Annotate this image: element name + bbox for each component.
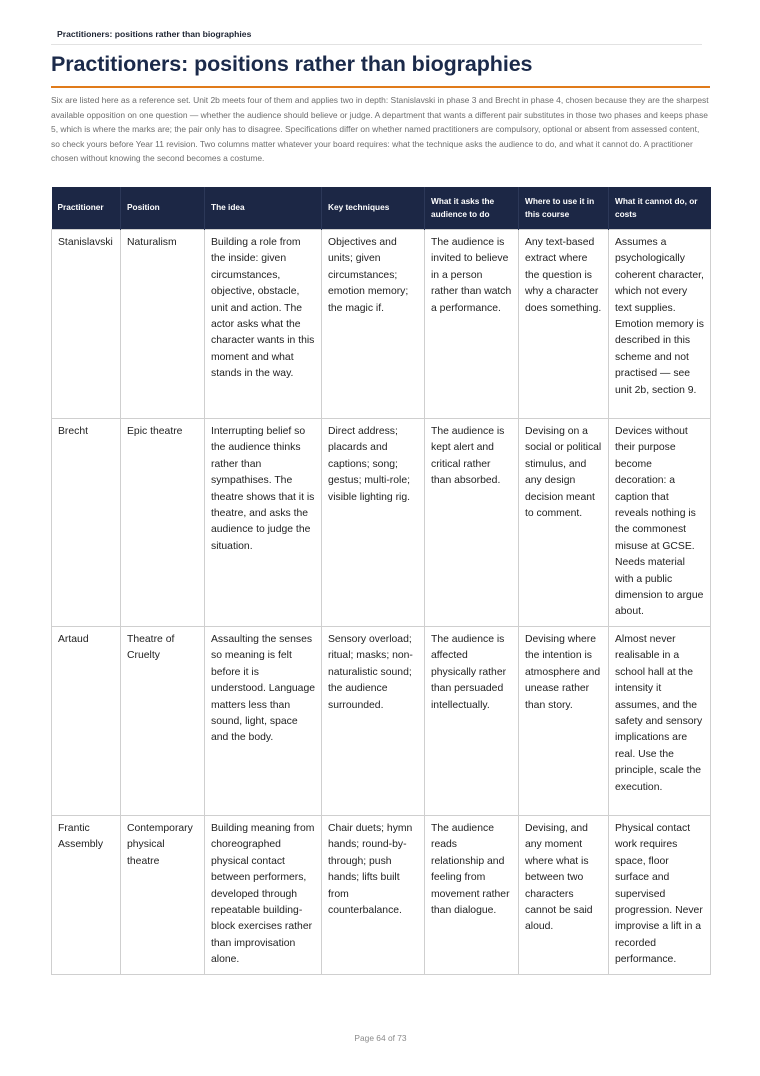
practitioners-table <box>51 187 711 975</box>
cell-idea: Building a role from the inside: given circumstances, objective, obstacle, unit and action. The actor asks what the character wants in this moment and what stands in the way. <box>205 230 322 419</box>
column-header-practitioner: Practitioner <box>52 187 121 230</box>
column-header-position: Position <box>121 187 205 230</box>
page-title: Practitioners: positions rather than biographies <box>51 52 533 76</box>
cell-techniques: Sensory overload; ritual; masks; non-naturalistic sound; the audience surrounded. <box>322 626 425 815</box>
cell-cannot: Devices without their purpose become decoration: a caption that reveals nothing is the commonest misuse at GCSE. Needs material with a public dimension to argue about. <box>609 419 711 627</box>
header-divider <box>51 44 702 45</box>
table-row <box>52 815 711 974</box>
table-header-row <box>52 187 711 230</box>
table-row <box>52 626 711 815</box>
cell-audience: The audience is invited to believe in a person rather than watch a performance. <box>425 230 519 419</box>
cell-practitioner: Artaud <box>52 626 121 815</box>
cell-idea: Assaulting the senses so meaning is felt before it is understood. Language matters less than sound, light, space and the body. <box>205 626 322 815</box>
cell-idea: Building meaning from choreographed physical contact between performers, developed through repeatable building-block exercises rather than improvisation alone. <box>205 815 322 974</box>
cell-techniques: Chair duets; hymn hands; round-by-through; push hands; lifts built from counterbalance. <box>322 815 425 974</box>
cell-where: Any text-based extract where the question is why a character does something. <box>519 230 609 419</box>
cell-practitioner: Brecht <box>52 419 121 627</box>
cell-audience: The audience is kept alert and critical rather than absorbed. <box>425 419 519 627</box>
cell-position: Naturalism <box>121 230 205 419</box>
column-header-where: Where to use it in this course <box>519 187 609 230</box>
cell-techniques: Objectives and units; given circumstances; emotion memory; the magic if. <box>322 230 425 419</box>
cell-where: Devising where the intention is atmosphere and unease rather than story. <box>519 626 609 815</box>
cell-practitioner: Stanislavski <box>52 230 121 419</box>
intro-paragraph: Six are listed here as a reference set. Unit 2b meets four of them and applies two in depth: Stanislavski in phase 3 and Brecht in phase 4, chosen because they are the sharpest available opposition on one question — whether the audience should believe or judge. A department that wants a different pair substitutes in those two phases and keeps phase 5, which is where the marks are; the pair only has to disagree. Specifications differ on whether named practitioners are compulsory, optional or absent from assessed content, so check yours before Year 11 revision. Two columns matter whatever your board requires: what the technique asks the audience to do, and what it cannot do. A practitioner chosen without knowing the second becomes a costume. <box>51 95 709 163</box>
table-row <box>52 230 711 419</box>
running-header: Practitioners: positions rather than biographies <box>57 29 252 39</box>
column-header-cannot: What it cannot do, or costs <box>609 187 711 230</box>
cell-position: Epic theatre <box>121 419 205 627</box>
column-header-idea: The idea <box>205 187 322 230</box>
cell-where: Devising, and any moment where what is between two characters cannot be said aloud. <box>519 815 609 974</box>
cell-where: Devising on a social or political stimulus, and any design decision meant to comment. <box>519 419 609 627</box>
title-underline <box>51 86 710 88</box>
cell-practitioner: Frantic Assembly <box>52 815 121 974</box>
page-number: Page 64 of 73 <box>354 1033 407 1043</box>
cell-techniques: Direct address; placards and captions; song; gestus; multi-role; visible lighting rig. <box>322 419 425 627</box>
cell-position: Contemporary physical theatre <box>121 815 205 974</box>
cell-cannot: Almost never realisable in a school hall at the intensity it assumes, and the safety and sensory implications are real. Use the principle, scale the execution. <box>609 626 711 815</box>
cell-cannot: Assumes a psychologically coherent character, which not every text supplies. Emotion memory is described in this scheme and not practised — see unit 2b, section 9. <box>609 230 711 419</box>
column-header-audience: What it asks the audience to do <box>425 187 519 230</box>
cell-position: Theatre of Cruelty <box>121 626 205 815</box>
cell-audience: The audience reads relationship and feeling from movement rather than dialogue. <box>425 815 519 974</box>
cell-cannot: Physical contact work requires space, floor surface and supervised progression. Never improvise a lift in a recorded performance. <box>609 815 711 974</box>
cell-idea: Interrupting belief so the audience thinks rather than sympathises. The theatre shows that it is theatre, and asks the audience to judge the situation. <box>205 419 322 627</box>
cell-audience: The audience is affected physically rather than persuaded intellectually. <box>425 626 519 815</box>
column-header-techniques: Key techniques <box>322 187 425 230</box>
table-row <box>52 419 711 627</box>
